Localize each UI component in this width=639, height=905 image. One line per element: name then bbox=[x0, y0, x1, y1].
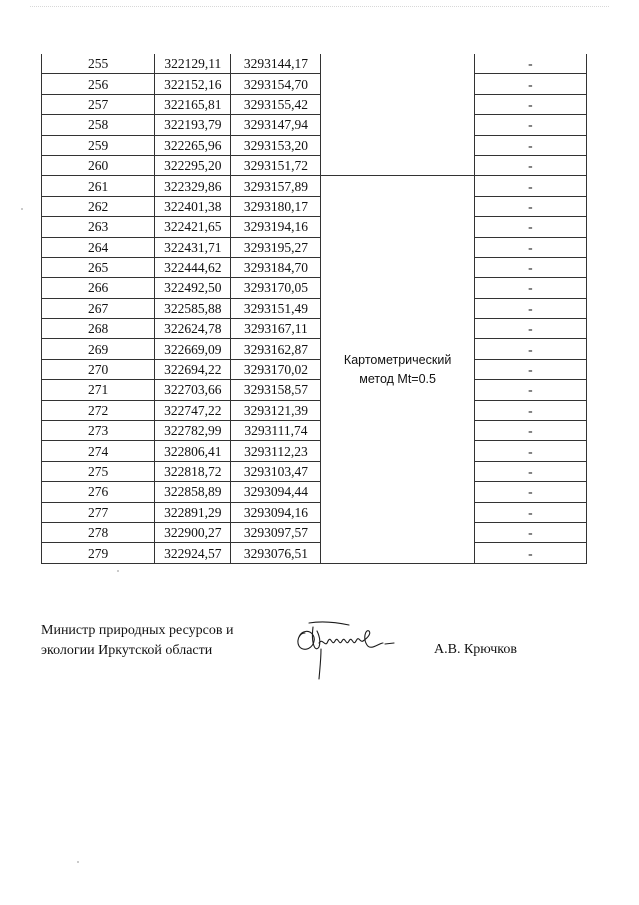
x-coordinate-cell: 322900,27 bbox=[155, 522, 231, 542]
y-coordinate-cell: 3293144,17 bbox=[231, 54, 321, 74]
table-row bbox=[42, 441, 587, 461]
point-number-cell: 260 bbox=[42, 155, 155, 175]
y-coordinate-cell: 3293147,94 bbox=[231, 115, 321, 135]
y-coordinate-cell: 3293155,42 bbox=[231, 94, 321, 114]
y-coordinate-cell: 3293167,11 bbox=[231, 319, 321, 339]
y-coordinate-cell: 3293184,70 bbox=[231, 257, 321, 277]
table-row bbox=[42, 155, 587, 175]
table-row bbox=[42, 94, 587, 114]
y-coordinate-cell: 3293076,51 bbox=[231, 543, 321, 563]
x-coordinate-cell: 322703,66 bbox=[155, 380, 231, 400]
accuracy-cell: - bbox=[474, 237, 586, 257]
x-coordinate-cell: 322818,72 bbox=[155, 461, 231, 481]
coordinates-table bbox=[41, 54, 587, 564]
point-number-cell: 276 bbox=[42, 482, 155, 502]
y-coordinate-cell: 3293094,16 bbox=[231, 502, 321, 522]
point-number-cell: 277 bbox=[42, 502, 155, 522]
x-coordinate-cell: 322694,22 bbox=[155, 359, 231, 379]
point-number-cell: 265 bbox=[42, 257, 155, 277]
point-number-cell: 268 bbox=[42, 319, 155, 339]
coordinates-table-body bbox=[42, 54, 587, 563]
table-row bbox=[42, 115, 587, 135]
table-row bbox=[42, 359, 587, 379]
x-coordinate-cell: 322295,20 bbox=[155, 155, 231, 175]
point-number-cell: 279 bbox=[42, 543, 155, 563]
point-number-cell: 266 bbox=[42, 278, 155, 298]
accuracy-cell: - bbox=[474, 278, 586, 298]
accuracy-cell: - bbox=[474, 74, 586, 94]
method-cell-empty bbox=[321, 54, 474, 176]
scan-speck bbox=[77, 861, 79, 863]
y-coordinate-cell: 3293094,44 bbox=[231, 482, 321, 502]
point-number-cell: 278 bbox=[42, 522, 155, 542]
table-row bbox=[42, 54, 587, 74]
accuracy-cell: - bbox=[474, 421, 586, 441]
y-coordinate-cell: 3293194,16 bbox=[231, 217, 321, 237]
y-coordinate-cell: 3293158,57 bbox=[231, 380, 321, 400]
table-row bbox=[42, 257, 587, 277]
x-coordinate-cell: 322329,86 bbox=[155, 176, 231, 196]
accuracy-cell: - bbox=[474, 461, 586, 481]
point-number-cell: 262 bbox=[42, 196, 155, 216]
table-row bbox=[42, 196, 587, 216]
x-coordinate-cell: 322891,29 bbox=[155, 502, 231, 522]
table-row bbox=[42, 278, 587, 298]
x-coordinate-cell: 322431,71 bbox=[155, 237, 231, 257]
y-coordinate-cell: 3293111,74 bbox=[231, 421, 321, 441]
point-number-cell: 264 bbox=[42, 237, 155, 257]
signatory-position-line2: экологии Иркутской области bbox=[41, 643, 213, 658]
x-coordinate-cell: 322858,89 bbox=[155, 482, 231, 502]
table-row bbox=[42, 237, 587, 257]
table-row bbox=[42, 421, 587, 441]
y-coordinate-cell: 3293103,47 bbox=[231, 461, 321, 481]
accuracy-cell: - bbox=[474, 543, 586, 563]
y-coordinate-cell: 3293170,05 bbox=[231, 278, 321, 298]
point-number-cell: 255 bbox=[42, 54, 155, 74]
accuracy-cell: - bbox=[474, 176, 586, 196]
y-coordinate-cell: 3293195,27 bbox=[231, 237, 321, 257]
point-number-cell: 259 bbox=[42, 135, 155, 155]
x-coordinate-cell: 322265,96 bbox=[155, 135, 231, 155]
table-row bbox=[42, 135, 587, 155]
accuracy-cell: - bbox=[474, 400, 586, 420]
y-coordinate-cell: 3293151,49 bbox=[231, 298, 321, 318]
y-coordinate-cell: 3293097,57 bbox=[231, 522, 321, 542]
signatory-position-line1: Министр природных ресурсов и bbox=[41, 623, 234, 638]
signature-block bbox=[41, 621, 601, 691]
y-coordinate-cell: 3293112,23 bbox=[231, 441, 321, 461]
x-coordinate-cell: 322806,41 bbox=[155, 441, 231, 461]
accuracy-cell: - bbox=[474, 135, 586, 155]
x-coordinate-cell: 322165,81 bbox=[155, 94, 231, 114]
point-number-cell: 256 bbox=[42, 74, 155, 94]
accuracy-cell: - bbox=[474, 115, 586, 135]
x-coordinate-cell: 322129,11 bbox=[155, 54, 231, 74]
x-coordinate-cell: 322421,65 bbox=[155, 217, 231, 237]
table-row bbox=[42, 339, 587, 359]
table-row bbox=[42, 217, 587, 237]
table-row bbox=[42, 482, 587, 502]
point-number-cell: 258 bbox=[42, 115, 155, 135]
y-coordinate-cell: 3293151,72 bbox=[231, 155, 321, 175]
accuracy-cell: - bbox=[474, 257, 586, 277]
accuracy-cell: - bbox=[474, 339, 586, 359]
point-number-cell: 263 bbox=[42, 217, 155, 237]
table-row bbox=[42, 319, 587, 339]
table-row bbox=[42, 400, 587, 420]
x-coordinate-cell: 322444,62 bbox=[155, 257, 231, 277]
signatory-position bbox=[41, 621, 233, 661]
y-coordinate-cell: 3293157,89 bbox=[231, 176, 321, 196]
y-coordinate-cell: 3293170,02 bbox=[231, 359, 321, 379]
x-coordinate-cell: 322624,78 bbox=[155, 319, 231, 339]
accuracy-cell: - bbox=[474, 359, 586, 379]
accuracy-cell: - bbox=[474, 522, 586, 542]
point-number-cell: 275 bbox=[42, 461, 155, 481]
table-row bbox=[42, 502, 587, 522]
point-number-cell: 274 bbox=[42, 441, 155, 461]
y-coordinate-cell: 3293180,17 bbox=[231, 196, 321, 216]
scan-edge-line bbox=[30, 6, 609, 7]
accuracy-cell: - bbox=[474, 94, 586, 114]
table-row bbox=[42, 74, 587, 94]
accuracy-cell: - bbox=[474, 298, 586, 318]
accuracy-cell: - bbox=[474, 196, 586, 216]
table-row bbox=[42, 461, 587, 481]
accuracy-cell: - bbox=[474, 441, 586, 461]
y-coordinate-cell: 3293162,87 bbox=[231, 339, 321, 359]
accuracy-cell: - bbox=[474, 217, 586, 237]
table-row bbox=[42, 176, 587, 196]
point-number-cell: 271 bbox=[42, 380, 155, 400]
x-coordinate-cell: 322747,22 bbox=[155, 400, 231, 420]
accuracy-cell: - bbox=[474, 482, 586, 502]
point-number-cell: 257 bbox=[42, 94, 155, 114]
y-coordinate-cell: 3293154,70 bbox=[231, 74, 321, 94]
scan-speck bbox=[21, 208, 23, 210]
signatory-name: А.В. Крючков bbox=[434, 642, 517, 657]
table-row bbox=[42, 380, 587, 400]
method-cell bbox=[321, 176, 474, 563]
accuracy-cell: - bbox=[474, 155, 586, 175]
point-number-cell: 261 bbox=[42, 176, 155, 196]
accuracy-cell: - bbox=[474, 502, 586, 522]
y-coordinate-cell: 3293153,20 bbox=[231, 135, 321, 155]
table-row bbox=[42, 522, 587, 542]
point-number-cell: 273 bbox=[42, 421, 155, 441]
table-row bbox=[42, 298, 587, 318]
point-number-cell: 269 bbox=[42, 339, 155, 359]
accuracy-cell: - bbox=[474, 54, 586, 74]
method-text-line2: метод Mt=0.5 bbox=[359, 371, 436, 386]
handwritten-signature-icon bbox=[291, 613, 403, 685]
accuracy-cell: - bbox=[474, 319, 586, 339]
point-number-cell: 267 bbox=[42, 298, 155, 318]
y-coordinate-cell: 3293121,39 bbox=[231, 400, 321, 420]
point-number-cell: 270 bbox=[42, 359, 155, 379]
point-number-cell: 272 bbox=[42, 400, 155, 420]
x-coordinate-cell: 322669,09 bbox=[155, 339, 231, 359]
x-coordinate-cell: 322152,16 bbox=[155, 74, 231, 94]
x-coordinate-cell: 322924,57 bbox=[155, 543, 231, 563]
x-coordinate-cell: 322585,88 bbox=[155, 298, 231, 318]
accuracy-cell: - bbox=[474, 380, 586, 400]
x-coordinate-cell: 322492,50 bbox=[155, 278, 231, 298]
x-coordinate-cell: 322782,99 bbox=[155, 421, 231, 441]
x-coordinate-cell: 322401,38 bbox=[155, 196, 231, 216]
scan-speck bbox=[117, 570, 119, 572]
table-row bbox=[42, 543, 587, 563]
x-coordinate-cell: 322193,79 bbox=[155, 115, 231, 135]
method-text-line1: Картометрический bbox=[343, 352, 452, 367]
